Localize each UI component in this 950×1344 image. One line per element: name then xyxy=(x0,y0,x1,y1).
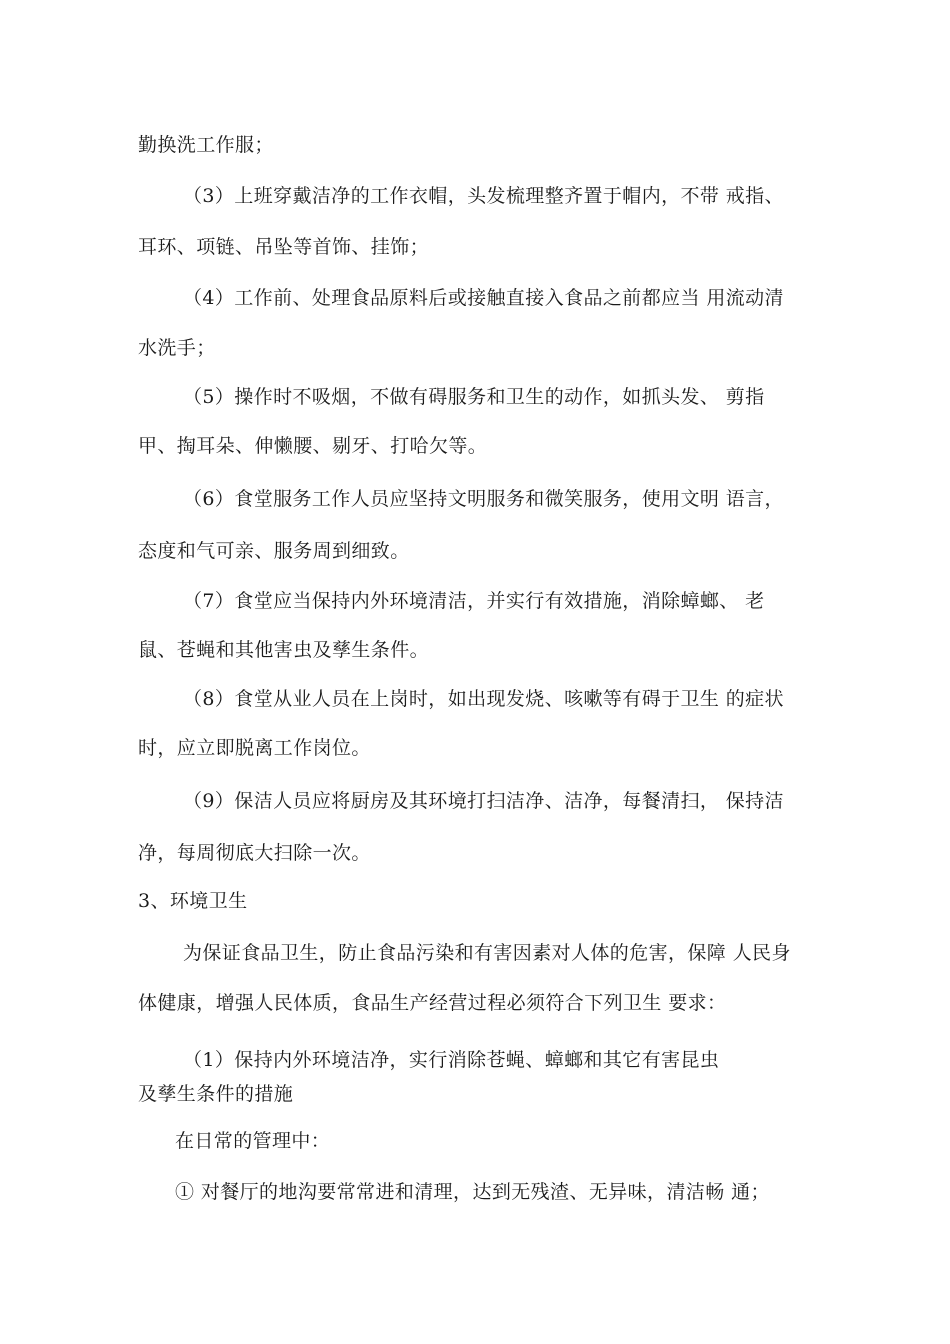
text-line: （5）操作时不吸烟，不做有碍服务和卫生的动作，如抓头发、 剪指 xyxy=(183,386,765,408)
text-line: （3）上班穿戴洁净的工作衣帽，头发梳理整齐置于帽内，不带 戒指、 xyxy=(183,185,784,207)
text-line: 态度和气可亲、服务周到细致。 xyxy=(138,540,410,562)
text-line: ① 对餐厅的地沟要常常进和清理，达到无残渣、无异味，清洁畅 通； xyxy=(175,1181,770,1203)
text-line: 水洗手； xyxy=(138,337,216,359)
text-line: （4）工作前、处理食品原料后或接触直接入食品之前都应当 用流动清 xyxy=(183,287,784,309)
text-line: 体健康，增强人民体质，食品生产经营过程必须符合下列卫生 要求： xyxy=(138,992,727,1014)
text-line: 在日常的管理中： xyxy=(175,1130,331,1152)
text-line: 鼠、苍蝇和其他害虫及孳生条件。 xyxy=(138,639,430,661)
text-line: （6）食堂服务工作人员应坚持文明服务和微笑服务，使用文明 语言， xyxy=(183,488,784,510)
section-heading: 3、环境卫生 xyxy=(138,890,248,912)
text-line: 耳环、项链、吊坠等首饰、挂饰； xyxy=(138,236,430,258)
text-line: 勤换洗工作服； xyxy=(138,134,274,156)
text-line: （7）食堂应当保持内外环境清洁，并实行有效措施，消除蟑螂、 老 xyxy=(183,590,765,612)
text-line: （9）保洁人员应将厨房及其环境打扫洁净、洁净，每餐清扫， 保持洁 xyxy=(183,790,784,812)
text-line: （1）保持内外环境洁净，实行消除苍蝇、蟑螂和其它有害昆虫 xyxy=(183,1049,720,1071)
text-line: 甲、掏耳朵、伸懒腰、剔牙、打哈欠等。 xyxy=(138,435,488,457)
text-line: （8）食堂从业人员在上岗时，如出现发烧、咳嗽等有碍于卫生 的症状 xyxy=(183,688,784,710)
text-line: 时，应立即脱离工作岗位。 xyxy=(138,737,371,759)
text-line: 及孳生条件的措施 xyxy=(138,1083,294,1105)
text-line: 为保证食品卫生，防止食品污染和有害因素对人体的危害，保障 人民身 xyxy=(183,942,791,964)
text-line: 净，每周彻底大扫除一次。 xyxy=(138,842,371,864)
